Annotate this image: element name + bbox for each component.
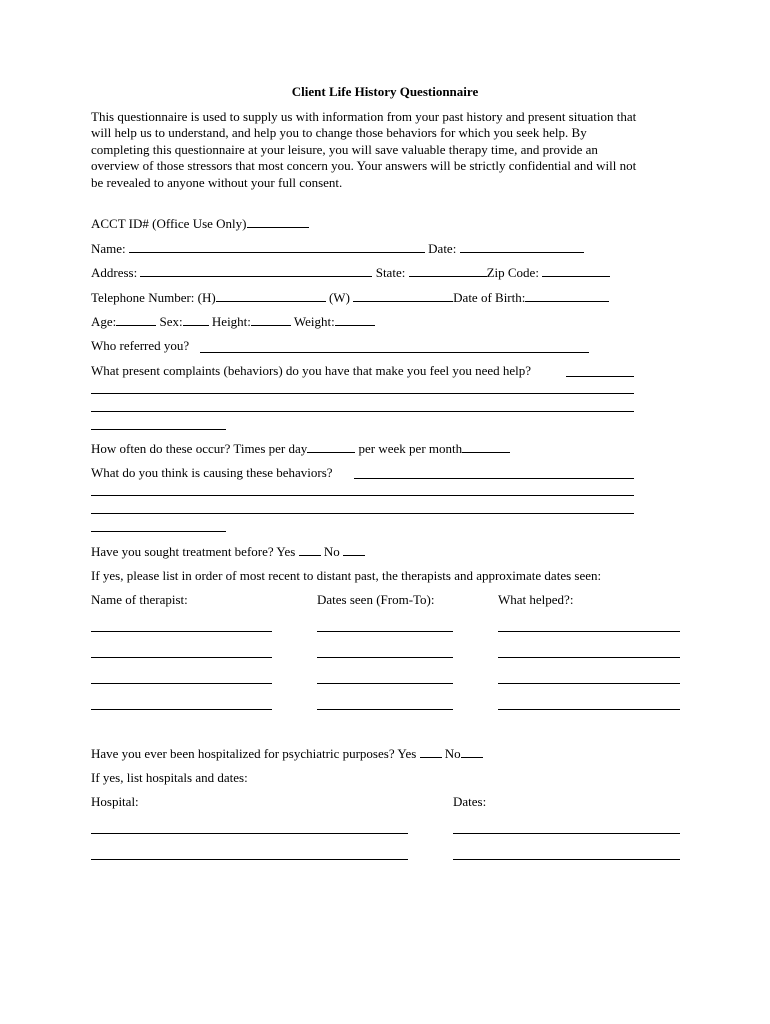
telephone-label: Telephone Number: (H)	[91, 290, 216, 305]
zip-field[interactable]	[542, 264, 610, 277]
zip-label: Zip Code:	[486, 265, 539, 280]
acct-id-field[interactable]	[247, 215, 309, 228]
frequency-row	[91, 440, 510, 457]
treatment-row	[91, 543, 365, 560]
what-helped-field[interactable]	[498, 709, 680, 710]
complaints-answer-line[interactable]	[91, 393, 634, 394]
address-label: Address:	[91, 265, 138, 280]
work-phone-field[interactable]	[353, 289, 453, 302]
therapist-name-field[interactable]	[91, 709, 272, 710]
sex-field[interactable]	[183, 313, 209, 326]
what-helped-header: What helped?:	[498, 592, 574, 607]
treatment-yes-label: Have you sought treatment before? Yes	[91, 544, 296, 559]
therapist-name-header: Name of therapist:	[91, 592, 188, 607]
complaints-field[interactable]	[566, 376, 634, 377]
intro-line: be revealed to anyone without your full consent.	[91, 174, 343, 190]
dates-seen-field[interactable]	[317, 683, 453, 684]
causing-answer-line[interactable]	[91, 495, 634, 496]
dates-seen-field[interactable]	[317, 631, 453, 632]
state-label: State:	[375, 265, 406, 280]
treatment-no-field[interactable]	[343, 543, 365, 556]
complaints-question: What present complaints (behaviors) do you have that make you feel you need help?	[91, 363, 532, 378]
intro-paragraph	[91, 109, 691, 191]
hospitalized-yes-label: Have you ever been hospitalized for psychiatric purposes? Yes	[91, 746, 417, 761]
weight-label: Weight:	[293, 314, 335, 329]
intro-line: This questionnaire is used to supply us with information from your past history and present situation that	[91, 109, 637, 124]
hospitalized-row	[91, 745, 483, 762]
work-phone-label: (W)	[328, 290, 350, 305]
dates-seen-header: Dates seen (From-To):	[317, 592, 435, 607]
page-title: Client Life History Questionnaire	[291, 84, 479, 99]
state-field[interactable]	[409, 264, 487, 277]
causing-answer-line[interactable]	[91, 531, 226, 532]
address-field[interactable]	[140, 264, 372, 277]
hospitalized-no-label: No	[444, 746, 461, 761]
dates-seen-field[interactable]	[317, 709, 453, 710]
list-therapists-instruction: If yes, please list in order of most recent to distant past, the therapists and approximate dates seen:	[91, 568, 602, 583]
acct-id-row	[91, 215, 309, 232]
what-helped-field[interactable]	[498, 683, 680, 684]
age-label: Age:	[91, 314, 117, 329]
name-label: Name:	[91, 241, 126, 256]
hospitalized-yes-field[interactable]	[420, 745, 442, 758]
complaints-answer-line[interactable]	[91, 429, 226, 430]
times-per-day-field[interactable]	[307, 440, 355, 453]
demographics-row	[91, 313, 375, 330]
hospital-header: Hospital:	[91, 794, 139, 809]
intro-line: completing this questionnaire at your leisure, you will save valuable therapy time, and provide an	[91, 141, 598, 157]
complaints-answer-line[interactable]	[91, 411, 634, 412]
what-helped-field[interactable]	[498, 631, 680, 632]
age-field[interactable]	[116, 313, 156, 326]
per-week-month-field[interactable]	[462, 440, 510, 453]
referred-row	[91, 338, 189, 354]
dob-field[interactable]	[525, 289, 609, 302]
hospital-field[interactable]	[91, 833, 408, 834]
referred-label: Who referred you?	[91, 338, 190, 353]
hospital-dates-field[interactable]	[453, 859, 680, 860]
treatment-no-label: No	[323, 544, 340, 559]
address-row	[91, 264, 610, 281]
intro-line: overview of those stressors that most concern you. Your answers will be strictly confidential and will not	[91, 158, 637, 174]
name-field[interactable]	[129, 240, 425, 253]
hospital-field[interactable]	[91, 859, 408, 860]
height-label: Height:	[211, 314, 251, 329]
name-row	[91, 240, 584, 257]
per-week-month-label: per week per month	[358, 441, 463, 456]
causing-field[interactable]	[354, 478, 634, 479]
dates-seen-field[interactable]	[317, 657, 453, 658]
date-field[interactable]	[460, 240, 584, 253]
hospitalized-no-field[interactable]	[461, 745, 483, 758]
what-helped-field[interactable]	[498, 657, 680, 658]
acct-id-label: ACCT ID# (Office Use Only)	[91, 216, 247, 231]
height-field[interactable]	[251, 313, 291, 326]
list-hospitals-instruction: If yes, list hospitals and dates:	[91, 770, 248, 785]
date-label: Date:	[428, 241, 457, 256]
weight-field[interactable]	[335, 313, 375, 326]
causing-question: What do you think is causing these behaviors?	[91, 465, 333, 480]
therapist-name-field[interactable]	[91, 631, 272, 632]
dob-label: Date of Birth:	[453, 290, 526, 305]
hospital-dates-field[interactable]	[453, 833, 680, 834]
treatment-yes-field[interactable]	[299, 543, 321, 556]
intro-line: will help us to understand, and help you to change those behaviors for which you seek help. By	[91, 125, 587, 141]
times-per-day-label: How often do these occur? Times per day	[91, 441, 308, 456]
therapist-name-field[interactable]	[91, 657, 272, 658]
hospital-dates-header: Dates:	[453, 794, 487, 809]
causing-answer-line[interactable]	[91, 513, 634, 514]
therapist-name-field[interactable]	[91, 683, 272, 684]
telephone-row	[91, 289, 609, 306]
referred-field[interactable]	[200, 352, 589, 353]
home-phone-field[interactable]	[216, 289, 326, 302]
sex-label: Sex:	[159, 314, 183, 329]
